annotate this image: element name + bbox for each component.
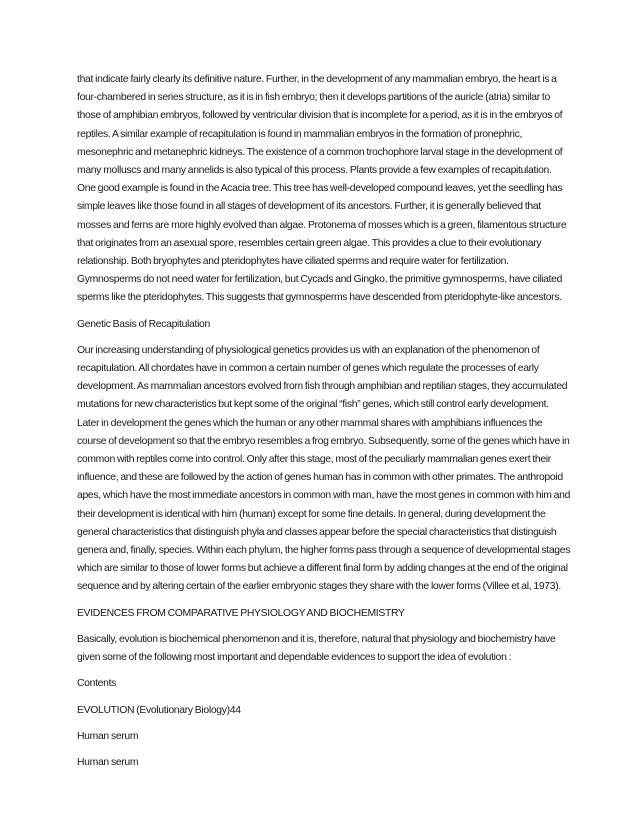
human-serum-line: Human serum [77,756,139,768]
contents-label: Contents [77,678,117,690]
paragraph-genetic-basis: Our increasing understanding of physiological genetics provides us with an explanation of the phenomenon of recapitulation. All chordates have in common a certain number of genes which regulate the processes of early development. As mammalian ancestors evolved from fish through amphibian and reptilian stages, they accumulated mutations for new characteristics but kept some of the original “fish” genes, which still control early development. Later in development the genes which the human or any other mammal shares with amphibians influences the course of development so that the embryo resembles a frog embryo. Subsequently, some of the genes which have in common with reptiles come into control. Only after this stage, most of the peculiarly mammalian genes exert their influence, and these are followed by the action of genes human has in common with other primates. The anthropoid apes, which have the most immediate ancestors in common with man, have the most genes in common with him and their development is identical with him (human) except for some fine details. In general, during development the general characteristics that distinguish phyla and classes appear before the special characteristics that distinguish genera and, finally, species. Within each phylum, the higher forms pass through a sequence of developmental stages which are similar to those of lower forms but achieve a different final form by adding changes at the end of the original sequence and by altering certain of the earlier embryonic stages they share with the lower forms (Villee et al, 1973). [77,344,571,593]
evolution-footer-line: EVOLUTION (Evolutionary Biology)44 [77,704,241,716]
document-page [77,71,572,772]
heading-evidences: EVIDENCES FROM COMPARATIVE PHYSIOLOGY AND BIOCHEMISTRY [77,607,405,619]
heading-genetic-basis: Genetic Basis of Recapitulation [77,318,210,330]
human-serum-line: Human serum [77,730,139,742]
paragraph-recapitulation-examples: that indicate fairly clearly its definitive nature. Further, in the development of any mammalian embryo, the heart is a four-chambered in series structure, as it is in fish embryo; then it develops partitions of the auricle (atria) similar to those of amphibian embryos, followed by ventricular division that is incomplete for a period, as it is in the embryos of reptiles. A similar example of recapitulation is found in mammalian embryos in the formation of pronephric, mesonephric and metanephric kidneys. The existence of a common trochophore larval stage in the development of many molluscs and many annelids is also typical of this process. Plants provide a few examples of recapitulation. One good example is found in the Acacia tree. This tree has well-developed compound leaves, yet the seedling has simple leaves like those found in all stages of development of its ancestors. Further, it is generally believed that mosses and ferns are more highly evolved than algae. Protonema of mosses which is a green, filamentous structure that originates from an asexual spore, resembles certain green algae. This provides a clue to their evolutionary relationship. Both bryophytes and pteridophytes have ciliated sperms and require water for fertilization. Gymnosperms do not need water for fertilization, but Cycads and Gingko, the primitive gymnosperms, have ciliated sperms like the pteridophytes. This suggests that gymnosperms have descended from pteridophyte-like ancestors. [77,74,567,304]
paragraph-evidences-intro: Basically, evolution is biochemical phenomenon and it is, therefore, natural that physiology and biochemistry have given some of the following most important and dependable evidences to support the idea of evolution : [77,633,556,664]
